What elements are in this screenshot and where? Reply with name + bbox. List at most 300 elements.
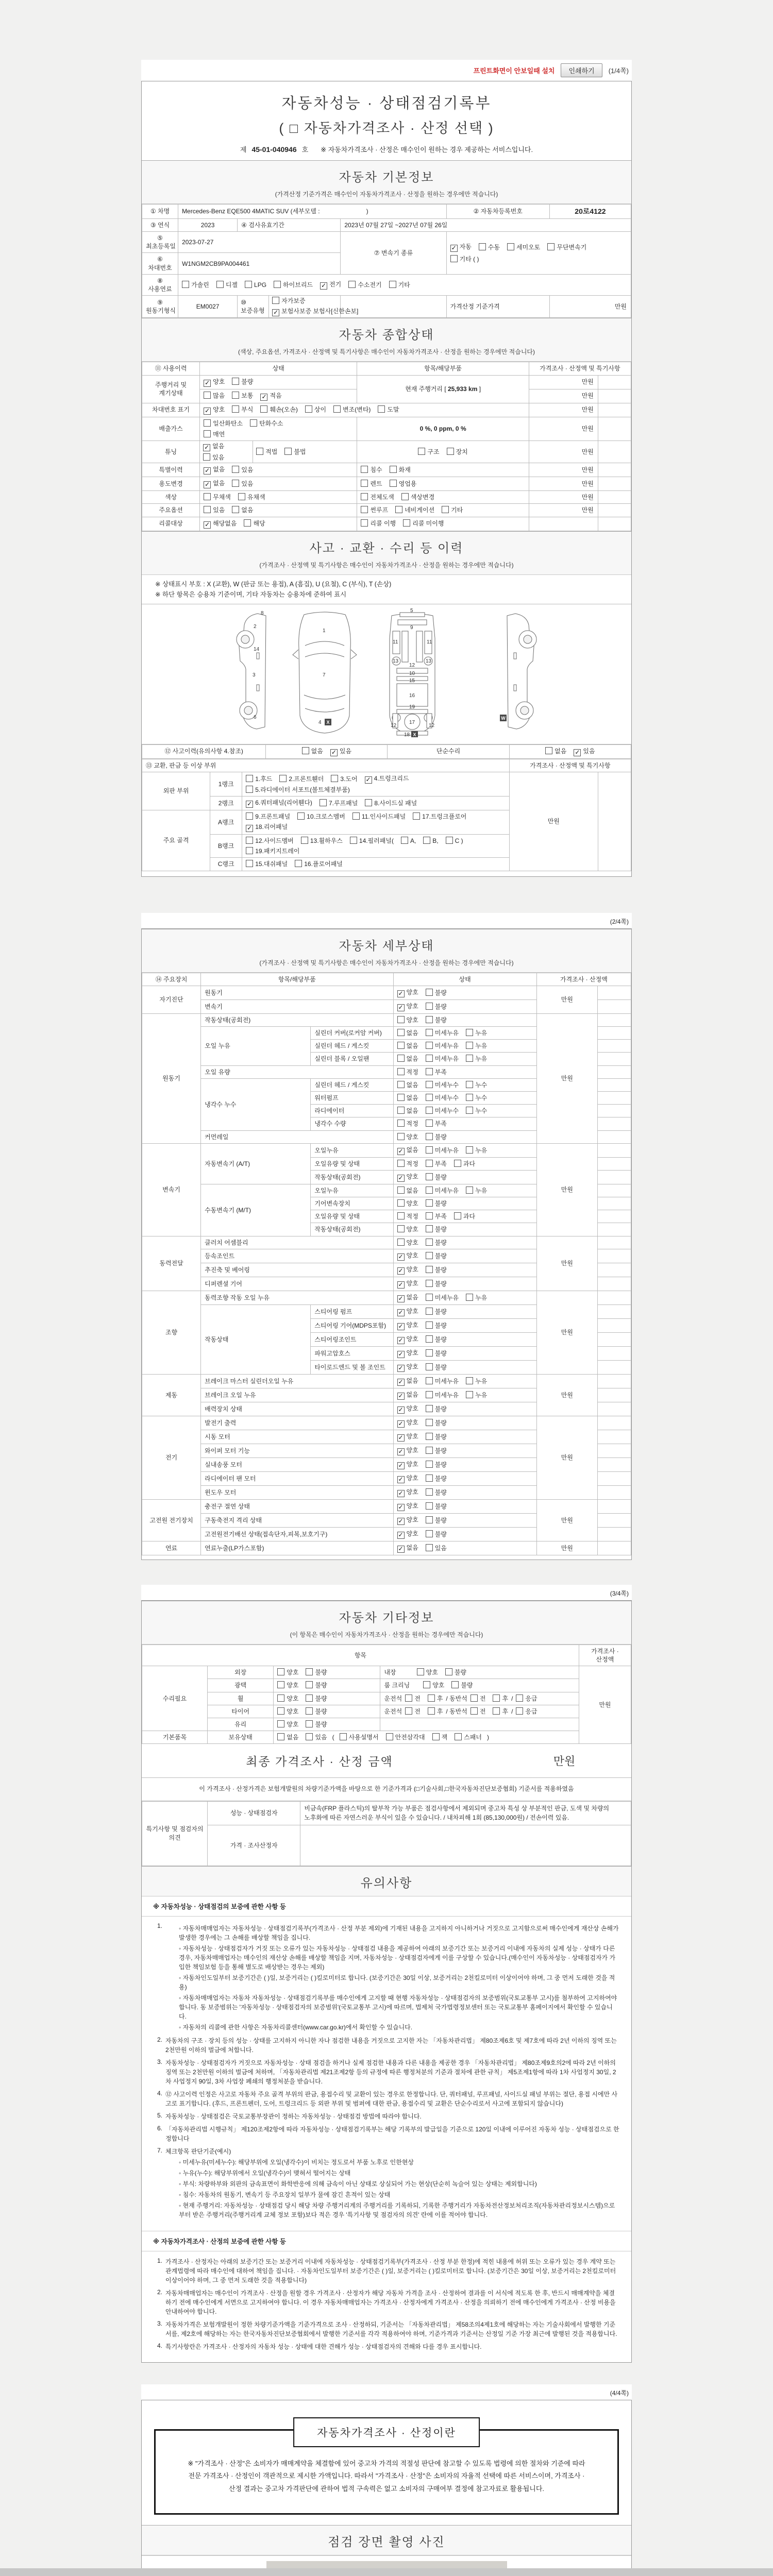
checkbox-option[interactable] bbox=[361, 480, 382, 488]
checkbox-option[interactable] bbox=[426, 1321, 447, 1330]
checkbox-option[interactable] bbox=[279, 775, 324, 783]
checkbox-option[interactable] bbox=[426, 1502, 447, 1511]
checkbox-option[interactable] bbox=[442, 506, 463, 514]
checkbox-option[interactable] bbox=[232, 480, 253, 488]
checkbox[interactable] bbox=[426, 1405, 433, 1412]
checkbox[interactable] bbox=[204, 430, 211, 437]
checkbox[interactable] bbox=[405, 1707, 412, 1715]
checkbox-option[interactable] bbox=[466, 1055, 487, 1063]
checkbox-option[interactable] bbox=[426, 1419, 447, 1427]
checkbox[interactable] bbox=[401, 837, 408, 844]
checkbox-option[interactable] bbox=[426, 1266, 447, 1274]
checkbox[interactable] bbox=[232, 466, 239, 473]
checkbox-option[interactable] bbox=[417, 1668, 438, 1676]
checkbox-option[interactable] bbox=[450, 243, 472, 252]
checkbox-option[interactable] bbox=[246, 860, 288, 868]
checkbox[interactable] bbox=[204, 493, 211, 500]
checkbox[interactable] bbox=[348, 281, 356, 288]
checkbox[interactable]: ✓ bbox=[365, 775, 371, 783]
checkbox[interactable] bbox=[274, 281, 281, 288]
checkbox-option[interactable] bbox=[397, 1265, 418, 1275]
checkbox-option[interactable] bbox=[426, 1391, 459, 1399]
checkbox-option[interactable] bbox=[397, 1488, 418, 1497]
checkbox-option[interactable] bbox=[426, 1212, 447, 1221]
checkbox-option[interactable] bbox=[426, 1377, 459, 1385]
checkbox[interactable] bbox=[516, 1694, 523, 1702]
checkbox[interactable]: ✓ bbox=[331, 748, 337, 756]
checkbox-option[interactable] bbox=[426, 1363, 447, 1371]
checkbox-option[interactable] bbox=[246, 812, 290, 821]
checkbox-option[interactable] bbox=[389, 281, 410, 289]
checkbox[interactable] bbox=[455, 1733, 462, 1740]
checkbox-option[interactable] bbox=[204, 506, 225, 514]
checkbox-option[interactable] bbox=[397, 1173, 418, 1182]
checkbox[interactable] bbox=[426, 1199, 433, 1207]
checkbox[interactable] bbox=[232, 506, 239, 513]
checkbox[interactable] bbox=[493, 1707, 500, 1715]
checkbox[interactable] bbox=[244, 519, 251, 527]
checkbox[interactable] bbox=[352, 812, 360, 820]
checkbox-option[interactable] bbox=[574, 747, 595, 756]
checkbox-option[interactable] bbox=[397, 1212, 418, 1221]
checkbox[interactable] bbox=[454, 1212, 461, 1219]
checkbox-option[interactable] bbox=[277, 1720, 298, 1728]
checkbox[interactable] bbox=[306, 1694, 313, 1702]
checkbox[interactable]: ✓ bbox=[398, 1475, 404, 1483]
checkbox-option[interactable] bbox=[302, 747, 323, 755]
checkbox-option[interactable] bbox=[274, 281, 313, 289]
checkbox[interactable] bbox=[297, 812, 305, 820]
checkbox-option[interactable] bbox=[426, 1120, 447, 1128]
checkbox[interactable] bbox=[426, 1094, 433, 1101]
checkbox[interactable] bbox=[272, 297, 279, 304]
checkbox[interactable] bbox=[493, 1694, 500, 1702]
checkbox-option[interactable] bbox=[350, 837, 394, 845]
checkbox-option[interactable] bbox=[426, 1488, 447, 1497]
checkbox-option[interactable] bbox=[516, 1694, 537, 1703]
checkbox-option[interactable] bbox=[401, 837, 416, 845]
checkbox[interactable] bbox=[246, 860, 253, 867]
checkbox-option[interactable] bbox=[470, 1707, 486, 1716]
checkbox-option[interactable] bbox=[397, 1068, 418, 1076]
checkbox[interactable] bbox=[204, 506, 211, 513]
checkbox[interactable] bbox=[466, 1294, 473, 1301]
checkbox-option[interactable] bbox=[397, 1042, 418, 1050]
checkbox[interactable] bbox=[426, 1544, 433, 1551]
checkbox[interactable] bbox=[204, 419, 211, 427]
checkbox[interactable] bbox=[238, 493, 245, 500]
checkbox[interactable] bbox=[426, 1377, 433, 1384]
checkbox[interactable]: ✓ bbox=[398, 1419, 404, 1427]
checkbox-option[interactable] bbox=[204, 405, 225, 415]
checkbox-option[interactable] bbox=[451, 1681, 473, 1689]
checkbox[interactable]: ✓ bbox=[398, 1350, 404, 1358]
checkbox-option[interactable] bbox=[405, 1694, 421, 1703]
checkbox[interactable] bbox=[447, 448, 454, 455]
checkbox-option[interactable] bbox=[426, 1146, 459, 1155]
checkbox[interactable]: ✓ bbox=[398, 1308, 404, 1316]
checkbox[interactable]: ✓ bbox=[398, 1531, 404, 1538]
checkbox-option[interactable] bbox=[238, 493, 265, 501]
checkbox[interactable] bbox=[306, 1720, 313, 1727]
checkbox-option[interactable] bbox=[447, 448, 468, 456]
checkbox-option[interactable] bbox=[306, 1681, 327, 1689]
checkbox-option[interactable] bbox=[426, 1475, 447, 1483]
checkbox[interactable] bbox=[466, 1187, 473, 1194]
checkbox-option[interactable] bbox=[397, 1335, 418, 1344]
checkbox-option[interactable] bbox=[418, 448, 439, 456]
checkbox[interactable] bbox=[466, 1029, 473, 1036]
checkbox-option[interactable] bbox=[395, 506, 434, 514]
checkbox[interactable] bbox=[397, 1042, 405, 1049]
checkbox[interactable] bbox=[516, 1707, 523, 1715]
checkbox[interactable] bbox=[454, 1160, 461, 1167]
checkbox[interactable] bbox=[277, 1694, 284, 1702]
checkbox[interactable] bbox=[305, 405, 312, 413]
checkbox[interactable]: ✓ bbox=[205, 467, 210, 474]
checkbox-option[interactable] bbox=[397, 1279, 418, 1289]
checkbox[interactable] bbox=[466, 1042, 473, 1049]
checkbox[interactable] bbox=[426, 1461, 433, 1468]
checkbox[interactable] bbox=[306, 1733, 313, 1740]
checkbox[interactable] bbox=[426, 1349, 433, 1357]
checkbox-option[interactable] bbox=[390, 466, 411, 474]
checkbox-option[interactable] bbox=[204, 419, 243, 428]
checkbox-option[interactable] bbox=[277, 1707, 298, 1716]
checkbox[interactable] bbox=[426, 1252, 433, 1259]
checkbox-option[interactable] bbox=[397, 1146, 418, 1155]
checkbox[interactable] bbox=[361, 466, 368, 473]
checkbox-option[interactable] bbox=[423, 1681, 444, 1689]
print-button[interactable]: 인쇄하기 bbox=[561, 63, 602, 77]
checkbox[interactable] bbox=[260, 405, 267, 413]
checkbox-option[interactable] bbox=[277, 1694, 298, 1703]
checkbox[interactable] bbox=[423, 837, 430, 844]
checkbox[interactable] bbox=[232, 392, 239, 399]
checkbox[interactable] bbox=[426, 989, 433, 996]
checkbox-option[interactable] bbox=[426, 1187, 459, 1195]
checkbox[interactable] bbox=[426, 1391, 433, 1398]
checkbox[interactable] bbox=[426, 1120, 433, 1127]
checkbox[interactable] bbox=[246, 847, 253, 854]
checkbox[interactable] bbox=[451, 1681, 459, 1688]
checkbox-option[interactable] bbox=[277, 1733, 298, 1741]
checkbox[interactable] bbox=[389, 281, 396, 288]
checkbox-option[interactable] bbox=[182, 281, 209, 289]
checkbox[interactable] bbox=[426, 1016, 433, 1023]
checkbox[interactable]: ✓ bbox=[205, 481, 210, 488]
checkbox[interactable] bbox=[320, 799, 327, 806]
checkbox[interactable] bbox=[295, 860, 302, 867]
checkbox-option[interactable] bbox=[284, 448, 306, 456]
checkbox[interactable] bbox=[426, 1225, 433, 1232]
checkbox-option[interactable] bbox=[426, 1294, 459, 1302]
checkbox[interactable] bbox=[277, 1707, 284, 1715]
checkbox[interactable] bbox=[361, 493, 368, 500]
checkbox-option[interactable] bbox=[306, 1668, 327, 1676]
checkbox-option[interactable] bbox=[545, 747, 566, 755]
checkbox[interactable] bbox=[417, 1668, 424, 1675]
checkbox[interactable] bbox=[401, 493, 409, 500]
checkbox-option[interactable] bbox=[426, 1133, 447, 1141]
checkbox[interactable] bbox=[390, 480, 397, 487]
checkbox-option[interactable] bbox=[397, 1418, 418, 1428]
checkbox[interactable]: ✓ bbox=[398, 1461, 404, 1469]
checkbox-option[interactable] bbox=[450, 255, 479, 263]
checkbox-option[interactable] bbox=[426, 1068, 447, 1076]
checkbox[interactable] bbox=[333, 405, 341, 413]
checkbox-option[interactable] bbox=[348, 281, 381, 289]
checkbox[interactable] bbox=[470, 1707, 478, 1715]
checkbox-option[interactable] bbox=[365, 774, 409, 784]
checkbox[interactable] bbox=[426, 1308, 433, 1315]
checkbox-option[interactable] bbox=[232, 378, 253, 386]
checkbox[interactable] bbox=[204, 392, 211, 399]
checkbox-option[interactable] bbox=[413, 812, 466, 821]
checkbox[interactable] bbox=[331, 775, 338, 782]
checkbox-option[interactable] bbox=[426, 1252, 447, 1260]
checkbox-option[interactable] bbox=[260, 392, 281, 401]
checkbox-option[interactable] bbox=[426, 1335, 447, 1344]
checkbox-option[interactable] bbox=[426, 1173, 447, 1181]
checkbox-option[interactable] bbox=[204, 479, 225, 488]
checkbox-option[interactable] bbox=[426, 1160, 447, 1168]
checkbox-option[interactable] bbox=[306, 1733, 327, 1741]
checkbox-option[interactable] bbox=[466, 1081, 487, 1089]
checkbox-option[interactable] bbox=[204, 378, 225, 387]
checkbox-option[interactable] bbox=[397, 1502, 418, 1511]
checkbox-option[interactable] bbox=[203, 453, 224, 462]
checkbox[interactable] bbox=[182, 281, 189, 288]
checkbox-option[interactable] bbox=[306, 1694, 327, 1703]
checkbox-option[interactable] bbox=[466, 1377, 487, 1385]
checkbox[interactable] bbox=[246, 786, 253, 793]
checkbox-option[interactable] bbox=[320, 280, 341, 290]
checkbox-option[interactable] bbox=[397, 1160, 418, 1168]
checkbox-option[interactable] bbox=[466, 1146, 487, 1155]
checkbox[interactable] bbox=[246, 775, 253, 782]
checkbox-option[interactable] bbox=[397, 1460, 418, 1469]
checkbox[interactable] bbox=[426, 1488, 433, 1496]
checkbox[interactable] bbox=[426, 1321, 433, 1329]
checkbox-option[interactable] bbox=[426, 1003, 447, 1011]
checkbox[interactable] bbox=[466, 1094, 473, 1101]
checkbox-option[interactable] bbox=[426, 1280, 447, 1288]
checkbox-option[interactable] bbox=[204, 465, 225, 474]
checkbox[interactable] bbox=[426, 1055, 433, 1062]
checkbox[interactable]: ✓ bbox=[398, 1545, 404, 1552]
checkbox-option[interactable] bbox=[397, 1446, 418, 1455]
checkbox[interactable] bbox=[426, 1363, 433, 1370]
checkbox[interactable] bbox=[306, 1707, 313, 1715]
checkbox-option[interactable] bbox=[246, 775, 272, 783]
checkbox-option[interactable] bbox=[405, 1707, 421, 1716]
checkbox[interactable] bbox=[277, 1681, 284, 1688]
checkbox[interactable] bbox=[426, 1173, 433, 1180]
checkbox[interactable] bbox=[446, 837, 453, 844]
checkbox[interactable] bbox=[390, 466, 397, 473]
checkbox[interactable] bbox=[423, 1681, 430, 1688]
checkbox-option[interactable] bbox=[361, 493, 394, 501]
checkbox[interactable] bbox=[432, 1733, 440, 1740]
checkbox-option[interactable] bbox=[203, 442, 224, 451]
checkbox[interactable] bbox=[245, 281, 252, 288]
checkbox[interactable]: ✓ bbox=[398, 1336, 404, 1344]
checkbox-option[interactable] bbox=[272, 307, 358, 316]
checkbox-option[interactable] bbox=[204, 519, 237, 529]
checkbox-option[interactable] bbox=[426, 1405, 447, 1413]
checkbox[interactable] bbox=[361, 480, 368, 487]
checkbox-option[interactable] bbox=[397, 1363, 418, 1372]
checkbox-option[interactable] bbox=[305, 405, 326, 414]
checkbox-option[interactable] bbox=[260, 405, 297, 414]
checkbox-option[interactable] bbox=[470, 1694, 486, 1703]
checkbox[interactable] bbox=[284, 448, 292, 455]
checkbox-option[interactable] bbox=[340, 1733, 379, 1741]
checkbox[interactable] bbox=[397, 1016, 405, 1023]
checkbox[interactable] bbox=[470, 1694, 478, 1702]
checkbox[interactable] bbox=[361, 519, 368, 527]
checkbox[interactable]: ✓ bbox=[398, 989, 404, 997]
checkbox-option[interactable] bbox=[426, 1042, 459, 1050]
checkbox-option[interactable] bbox=[397, 1002, 418, 1011]
checkbox[interactable] bbox=[426, 1335, 433, 1343]
checkbox-option[interactable] bbox=[466, 1294, 487, 1302]
checkbox-option[interactable] bbox=[426, 1530, 447, 1538]
checkbox-option[interactable] bbox=[246, 786, 350, 794]
checkbox[interactable] bbox=[445, 1668, 452, 1675]
checkbox-option[interactable] bbox=[401, 493, 434, 501]
checkbox-option[interactable] bbox=[397, 1094, 418, 1102]
checkbox[interactable] bbox=[413, 812, 420, 820]
checkbox[interactable] bbox=[426, 1516, 433, 1523]
checkbox[interactable] bbox=[250, 419, 257, 427]
checkbox[interactable] bbox=[279, 775, 287, 782]
checkbox-option[interactable] bbox=[426, 1461, 447, 1469]
checkbox[interactable] bbox=[426, 1280, 433, 1287]
checkbox[interactable]: ✓ bbox=[398, 1322, 404, 1330]
checkbox-option[interactable] bbox=[403, 519, 444, 528]
checkbox[interactable]: ✓ bbox=[398, 1280, 404, 1288]
checkbox[interactable]: ✓ bbox=[398, 1364, 404, 1371]
checkbox-option[interactable] bbox=[246, 847, 299, 855]
checkbox-option[interactable] bbox=[232, 466, 253, 474]
checkbox[interactable] bbox=[397, 1081, 405, 1088]
checkbox-option[interactable] bbox=[232, 506, 253, 514]
checkbox-option[interactable] bbox=[397, 1187, 418, 1195]
checkbox-option[interactable] bbox=[426, 1308, 447, 1316]
checkbox-option[interactable] bbox=[378, 405, 399, 414]
checkbox-option[interactable] bbox=[361, 466, 382, 474]
checkbox[interactable] bbox=[426, 1433, 433, 1440]
checkbox[interactable] bbox=[340, 1733, 347, 1740]
checkbox-option[interactable] bbox=[428, 1707, 443, 1716]
checkbox-option[interactable] bbox=[397, 1432, 418, 1442]
checkbox[interactable]: ✓ bbox=[398, 1174, 404, 1181]
checkbox[interactable] bbox=[466, 1081, 473, 1088]
checkbox[interactable] bbox=[397, 1068, 405, 1075]
checkbox-option[interactable] bbox=[426, 1016, 447, 1024]
checkbox[interactable] bbox=[397, 1187, 405, 1194]
checkbox[interactable] bbox=[397, 1120, 405, 1127]
checkbox[interactable]: ✓ bbox=[451, 244, 457, 251]
checkbox-option[interactable] bbox=[454, 1160, 475, 1168]
checkbox-option[interactable] bbox=[397, 1377, 418, 1386]
checkbox[interactable]: ✓ bbox=[205, 406, 210, 414]
checkbox[interactable] bbox=[301, 837, 308, 844]
checkbox[interactable] bbox=[277, 1733, 284, 1740]
checkbox-option[interactable] bbox=[397, 1391, 418, 1400]
checkbox-option[interactable] bbox=[493, 1707, 508, 1716]
checkbox-option[interactable] bbox=[454, 1212, 475, 1221]
checkbox[interactable]: ✓ bbox=[321, 282, 327, 290]
checkbox-option[interactable] bbox=[397, 1349, 418, 1358]
checkbox[interactable]: ✓ bbox=[398, 1378, 404, 1385]
checkbox-option[interactable] bbox=[397, 1544, 418, 1553]
checkbox-option[interactable] bbox=[479, 243, 500, 251]
checkbox-option[interactable] bbox=[306, 1720, 327, 1728]
checkbox-option[interactable] bbox=[426, 1081, 459, 1089]
checkbox-option[interactable] bbox=[397, 1107, 418, 1115]
checkbox-option[interactable] bbox=[297, 812, 345, 821]
checkbox[interactable] bbox=[232, 405, 239, 413]
checkbox[interactable]: ✓ bbox=[398, 1266, 404, 1274]
checkbox-option[interactable] bbox=[397, 1516, 418, 1525]
checkbox-option[interactable] bbox=[397, 1225, 418, 1233]
checkbox-option[interactable] bbox=[204, 392, 225, 400]
checkbox[interactable] bbox=[306, 1668, 313, 1675]
checkbox-option[interactable] bbox=[547, 243, 586, 251]
checkbox-option[interactable] bbox=[423, 837, 438, 845]
checkbox-option[interactable] bbox=[397, 1029, 418, 1037]
checkbox[interactable] bbox=[246, 837, 253, 844]
checkbox[interactable]: ✓ bbox=[398, 1433, 404, 1441]
checkbox[interactable] bbox=[232, 480, 239, 487]
checkbox[interactable] bbox=[466, 1146, 473, 1154]
checkbox-option[interactable] bbox=[426, 1094, 459, 1102]
checkbox-option[interactable] bbox=[256, 448, 277, 456]
checkbox[interactable] bbox=[397, 1107, 405, 1114]
checkbox[interactable] bbox=[450, 255, 458, 262]
checkbox-option[interactable] bbox=[455, 1733, 482, 1741]
checkbox-option[interactable] bbox=[361, 506, 388, 514]
checkbox-option[interactable] bbox=[330, 747, 351, 756]
checkbox[interactable] bbox=[426, 1266, 433, 1273]
checkbox-option[interactable] bbox=[397, 1199, 418, 1208]
checkbox-option[interactable] bbox=[516, 1707, 537, 1716]
checkbox-option[interactable] bbox=[232, 405, 253, 414]
checkbox[interactable] bbox=[426, 1029, 433, 1036]
checkbox[interactable] bbox=[397, 1133, 405, 1140]
checkbox[interactable] bbox=[545, 747, 552, 754]
checkbox[interactable] bbox=[507, 243, 514, 250]
checkbox[interactable]: ✓ bbox=[398, 1003, 404, 1011]
checkbox[interactable]: ✓ bbox=[273, 309, 279, 316]
checkbox-option[interactable] bbox=[295, 860, 343, 868]
checkbox-option[interactable] bbox=[466, 1042, 487, 1050]
checkbox[interactable] bbox=[426, 1133, 433, 1140]
checkbox-option[interactable] bbox=[426, 1349, 447, 1358]
checkbox[interactable]: ✓ bbox=[575, 748, 580, 756]
checkbox-option[interactable] bbox=[397, 1251, 418, 1261]
checkbox-option[interactable] bbox=[466, 1391, 487, 1399]
checkbox-option[interactable] bbox=[390, 480, 417, 488]
checkbox-option[interactable] bbox=[466, 1187, 487, 1195]
checkbox[interactable]: ✓ bbox=[398, 1294, 404, 1302]
checkbox-option[interactable] bbox=[216, 281, 238, 289]
checkbox[interactable] bbox=[547, 243, 554, 250]
checkbox[interactable] bbox=[397, 1225, 405, 1232]
